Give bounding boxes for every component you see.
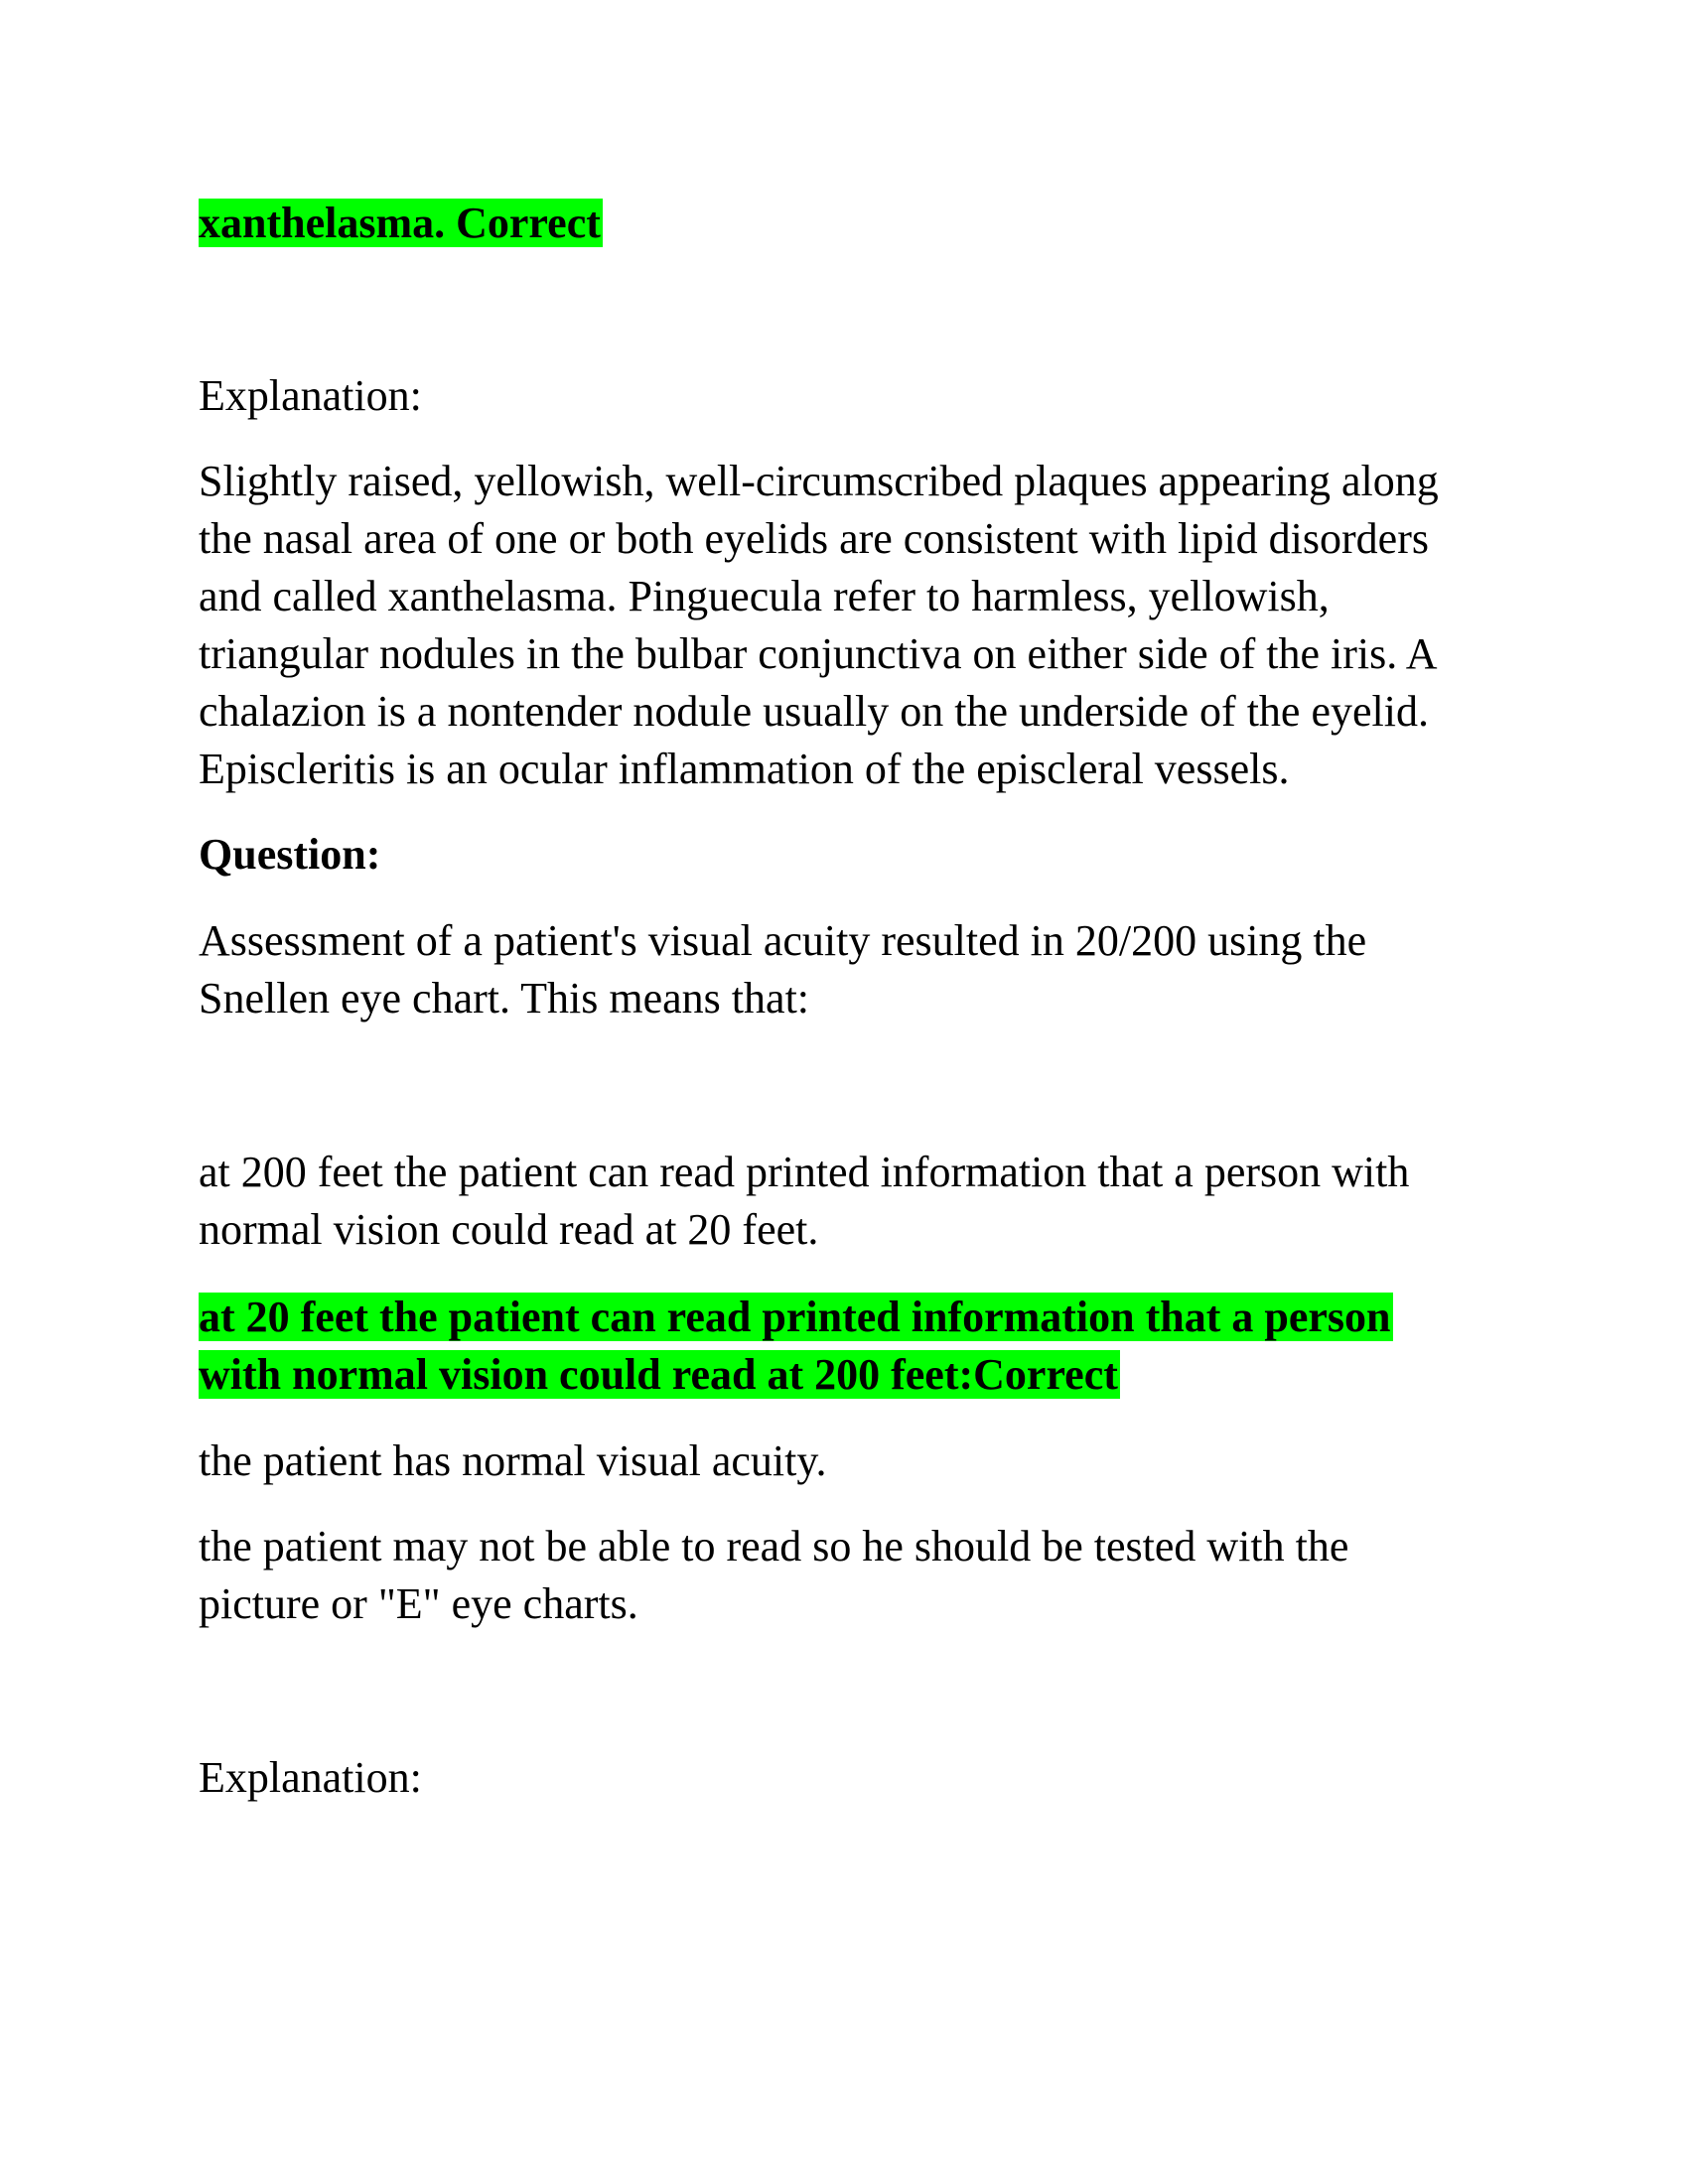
answer-header-text: xanthelasma. Correct [199, 199, 601, 247]
answer-option [199, 1144, 1489, 1259]
question-line: Assessment of a patient's visual acuity resulted in 20/200 using the [199, 916, 1367, 965]
answer-option [199, 1518, 1489, 1633]
question-line: Snellen eye chart. This means that: [199, 974, 810, 1023]
explanation-line: and called xanthelasma. Pinguecula refer to harmless, yellowish, [199, 572, 1330, 620]
question-label: Question: [199, 830, 381, 879]
question-text [199, 912, 1489, 1027]
option-line: at 200 feet the patient can read printed information that a person with [199, 1148, 1410, 1196]
option-line: at 20 feet the patient can read printed information that a person [199, 1293, 1391, 1341]
answer-option-correct [199, 1289, 1489, 1404]
option-line: normal vision could read at 20 feet. [199, 1205, 819, 1254]
explanation-paragraph [199, 453, 1489, 798]
explanation-line: the nasal area of one or both eyelids are consistent with lipid disorders [199, 514, 1429, 563]
explanation-label: Explanation: [199, 371, 422, 420]
option-line: with normal vision could read at 200 feet:Correct [199, 1350, 1118, 1399]
explanation-line: Episcleritis is an ocular inflammation of the episcleral vessels. [199, 745, 1290, 793]
answer-header [199, 195, 1489, 252]
explanation-line: triangular nodules in the bulbar conjunctiva on either side of the iris. A [199, 629, 1438, 678]
option-line: the patient may not be able to read so he should be tested with the [199, 1522, 1349, 1570]
explanation-label: Explanation: [199, 1753, 422, 1802]
option-line: the patient has normal visual acuity. [199, 1436, 827, 1485]
explanation-line: Slightly raised, yellowish, well-circumscribed plaques appearing along [199, 457, 1439, 505]
option-line: picture or "E" eye charts. [199, 1579, 638, 1628]
answer-option [199, 1433, 1489, 1490]
explanation-line: chalazion is a nontender nodule usually on the underside of the eyelid. [199, 687, 1429, 736]
